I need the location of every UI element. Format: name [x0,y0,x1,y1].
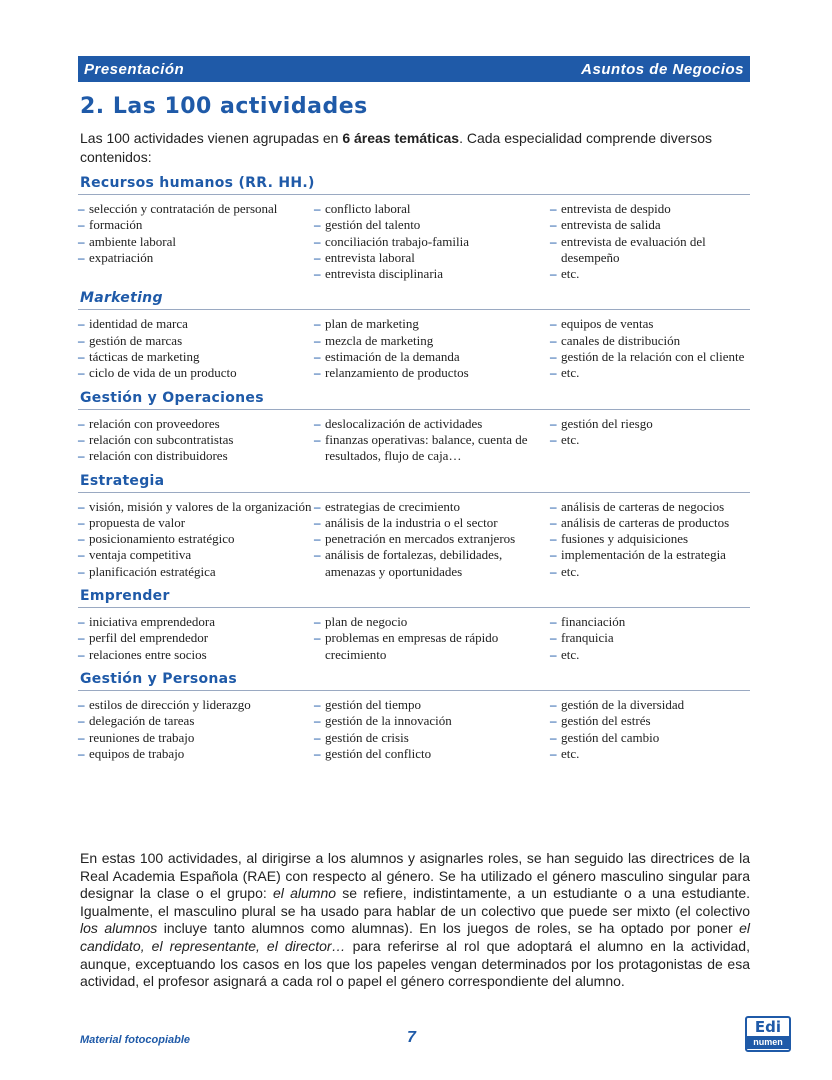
section-columns [78,614,750,663]
section-columns [78,201,750,282]
topic-list [550,416,750,449]
section-column [78,614,314,663]
list-item: – análisis de fortalezas, debilidades, amenazas y oportunidades [314,547,550,580]
section-title: Gestión y Operaciones [78,390,750,410]
topic-list [78,499,314,580]
list-item: – equipos de ventas [550,316,750,332]
list-item: – entrevista de evaluación del desempeño [550,234,750,267]
topic-list [78,697,314,762]
list-item: – relación con proveedores [78,416,314,432]
list-item: – finanzas operativas: balance, cuenta de resultados, flujo de caja… [314,432,550,465]
section [78,175,750,282]
topic-list [314,614,550,663]
list-item: – reuniones de trabajo [78,730,314,746]
closing-text-4: para referirse al rol que adoptará el alumno en la actividad, aunque, exceptuando los casos en los que los papeles vengan determinados por los protagonistas de esa actividad, el profesor asignará a cada rol o papel el género correspondiente del alumno. [80,937,750,990]
list-item: – relanzamiento de productos [314,365,550,381]
list-item: – propuesta de valor [78,515,314,531]
section-column [314,416,550,465]
list-item: – ciclo de vida de un producto [78,365,314,381]
publisher-logo [745,1016,791,1052]
list-item: – ambiente laboral [78,234,314,250]
topic-list [550,201,750,282]
header-bar [78,56,750,82]
list-item: – gestión del cambio [550,730,750,746]
list-item: – franquicia [550,630,750,646]
header-left: Presentación [84,60,185,78]
list-item: – tácticas de marketing [78,349,314,365]
list-item: – mezcla de marketing [314,333,550,349]
section-column [550,316,750,381]
list-item: – gestión del estrés [550,713,750,729]
topic-list [78,201,314,266]
section [78,671,750,762]
list-item: – gestión del tiempo [314,697,550,713]
list-item: – análisis de carteras de negocios [550,499,750,515]
list-item: – entrevista de salida [550,217,750,233]
list-item: – entrevista de despido [550,201,750,217]
section-column [314,499,550,580]
intro-text-before: Las 100 actividades vienen agrupadas en [80,130,343,146]
list-item: – etc. [550,647,750,663]
list-item: – relación con subcontratistas [78,432,314,448]
section-columns [78,316,750,381]
logo-text-bottom: numen [747,1036,789,1049]
list-item: – expatriación [78,250,314,266]
section [78,588,750,663]
list-item: – gestión de la diversidad [550,697,750,713]
section-column [314,201,550,282]
section-column [550,499,750,580]
list-item: – equipos de trabajo [78,746,314,762]
logo-text-top: Edi [754,1018,782,1036]
section-column [550,697,750,762]
closing-italic-1: el alumno [272,885,337,902]
list-item: – gestión de crisis [314,730,550,746]
list-item: – gestión del riesgo [550,416,750,432]
list-item: – formación [78,217,314,233]
list-item: – delegación de tareas [78,713,314,729]
topic-list [78,614,314,663]
section [78,473,750,580]
topic-list [78,316,314,381]
list-item: – etc. [550,564,750,580]
section-column [78,416,314,465]
sections-container [78,175,750,762]
section-columns [78,697,750,762]
closing-italic-3: el candidato, el representante, el director… [80,920,751,954]
list-item: – fusiones y adquisiciones [550,531,750,547]
section-title: Recursos humanos (RR. HH.) [78,175,750,195]
closing-italic-2: los alumnos [80,920,158,937]
section-column [550,416,750,465]
section-column [78,201,314,282]
topic-list [550,499,750,580]
section-columns [78,416,750,465]
section-title: Gestión y Personas [78,671,750,691]
intro-paragraph [80,129,750,167]
topic-list [550,697,750,762]
list-item: – posicionamiento estratégico [78,531,314,547]
list-item: – iniciativa emprendedora [78,614,314,630]
section [78,290,750,381]
list-item: – ventaja competitiva [78,547,314,563]
section-columns [78,499,750,580]
list-item: – penetración en mercados extranjeros [314,531,550,547]
closing-text-3: incluye tanto alumnos como alumnas). En los juegos de roles, se ha optado por poner [157,920,740,937]
closing-text-2: se refiere, indistintamente, a un estudiante o a una estudiante. Igualmente, el masculino plural se ha usado para hablar de un colectivo que puede ser mixto (el colectivo [80,885,751,919]
list-item: – entrevista laboral [314,250,550,266]
intro-text-after: . Cada especialidad comprende diversos contenidos: [80,130,713,165]
list-item: – identidad de marca [78,316,314,332]
list-item: – etc. [550,432,750,448]
closing-paragraph [80,850,750,991]
topic-list [314,201,550,282]
list-item: – relación con distribuidores [78,448,314,464]
page-number: 7 [407,1029,416,1046]
list-item: – estrategias de crecimiento [314,499,550,515]
list-item: – selección y contratación de personal [78,201,314,217]
section-column [550,614,750,663]
list-item: – etc. [550,266,750,282]
header-right: Asuntos de Negocios [581,60,744,78]
section-column [314,697,550,762]
list-item: – gestión del conflicto [314,746,550,762]
list-item: – estimación de la demanda [314,349,550,365]
list-item: – estilos de dirección y liderazgo [78,697,314,713]
topic-list [314,697,550,762]
page-content [78,56,750,762]
list-item: – etc. [550,746,750,762]
list-item: – gestión de marcas [78,333,314,349]
section-column [78,697,314,762]
list-item: – conflicto laboral [314,201,550,217]
list-item: – visión, misión y valores de la organización [78,499,314,515]
list-item: – plan de negocio [314,614,550,630]
section-title: Estrategia [78,473,750,493]
footer-label: Material fotocopiable [80,1034,191,1046]
section-column [78,499,314,580]
list-item: – planificación estratégica [78,564,314,580]
topic-list [550,614,750,663]
list-item: – análisis de carteras de productos [550,515,750,531]
section-column [314,316,550,381]
section-column [78,316,314,381]
list-item: – perfil del emprendedor [78,630,314,646]
list-item: – etc. [550,365,750,381]
list-item: – análisis de la industria o el sector [314,515,550,531]
section-title: Marketing [78,290,750,310]
list-item: – entrevista disciplinaria [314,266,550,282]
section-title: Emprender [78,588,750,608]
section-column [550,201,750,282]
topic-list [314,316,550,381]
list-item: – gestión del talento [314,217,550,233]
page-title: 2. Las 100 actividades [80,94,368,119]
list-item: – gestión de la innovación [314,713,550,729]
list-item: – deslocalización de actividades [314,416,550,432]
intro-text-bold: 6 áreas temáticas [342,130,460,146]
list-item: – relaciones entre socios [78,647,314,663]
topic-list [314,499,550,580]
topic-list [550,316,750,381]
section-column [314,614,550,663]
list-item: – implementación de la estrategia [550,547,750,563]
list-item: – canales de distribución [550,333,750,349]
list-item: – conciliación trabajo-familia [314,234,550,250]
topic-list [314,416,550,465]
list-item: – gestión de la relación con el cliente [550,349,750,365]
topic-list [78,416,314,465]
list-item: – plan de marketing [314,316,550,332]
section [78,390,750,465]
closing-text-1: En estas 100 actividades, al dirigirse a los alumnos y asignarles roles, se han seguido las directrices de la Real Academia Española (RAE) con respecto al género. Se ha utilizado el género masculino singular para designar la clase o el grupo: [80,850,750,902]
list-item: – financiación [550,614,750,630]
list-item: – problemas en empresas de rápido crecimiento [314,630,550,663]
